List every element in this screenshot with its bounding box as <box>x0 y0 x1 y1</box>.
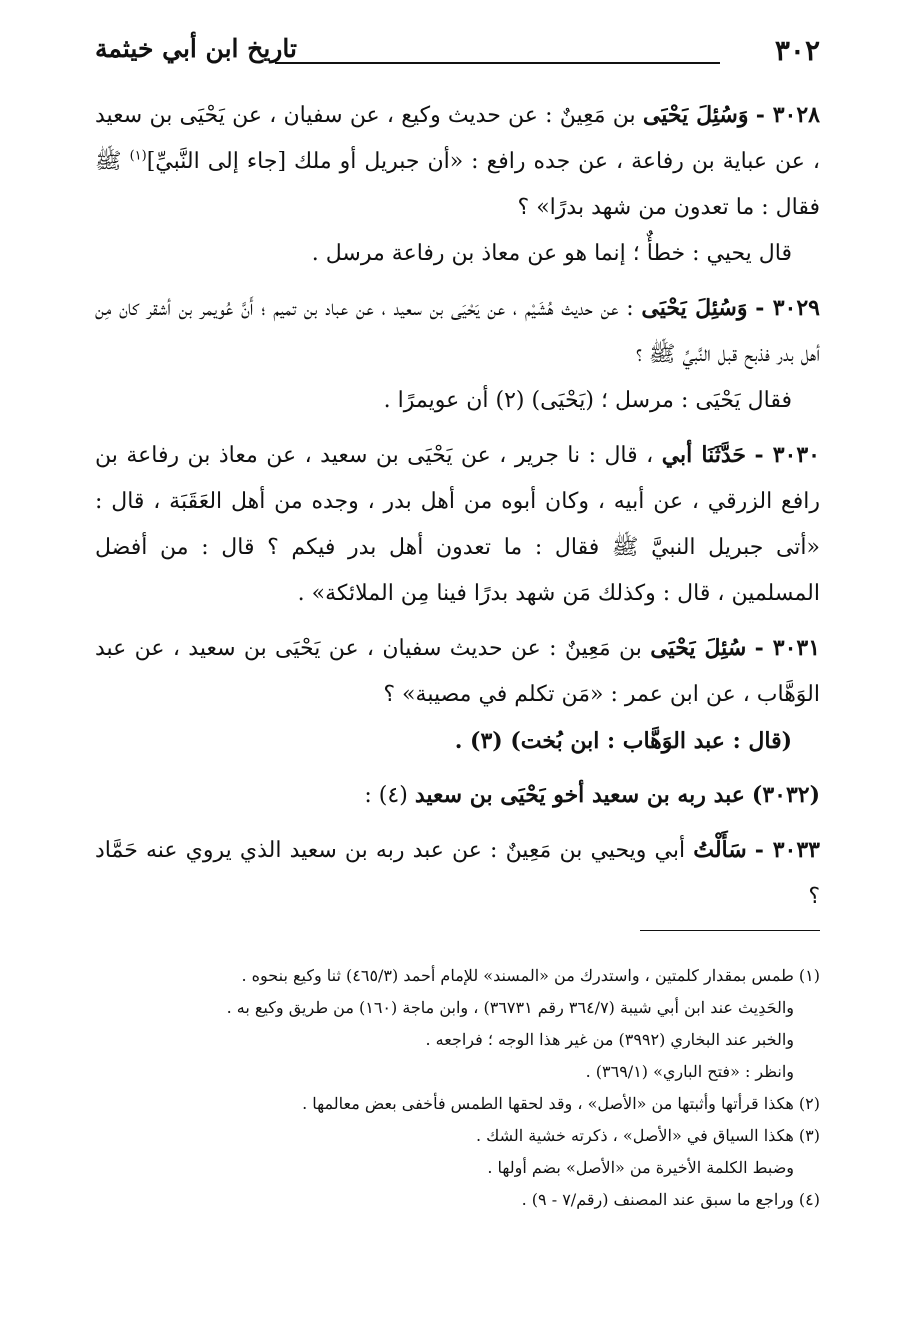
footnote-3-cont: وضبط الكلمة الأخيرة من «الأصل» بضم أولها . <box>487 1158 794 1177</box>
entry-text: أبي ويحيي بن مَعِينٌ : عن عبد ربه بن سعيد الذي يروي عنه حَمَّاد ؟ <box>95 838 820 909</box>
entry-comment: قال يحيي : خطأٌ ؛ إنما هو عن معاذ بن رفاعة مرسل . <box>311 241 792 266</box>
entry-3031 <box>95 625 820 764</box>
entry-3029 <box>95 285 820 424</box>
page-number: ٣٠٢ <box>774 34 820 67</box>
entry-lead: عبد ربه بن سعيد أخو يَحْيَى بن سعيد <box>414 782 745 808</box>
main-text <box>95 92 820 928</box>
entry-number: ٣٠٢٨ - <box>755 102 820 128</box>
entry-lead: سَأَلْتُ <box>693 837 747 863</box>
entry-text: : عن حديث هُشَيْم ، عن يَحْيَى بن سعيد ، عن عباد بن تميم ؛ أَنَّ عُويمر بن أشقر كان مِن أهل بدر فذبح قبل النَّبيِّ ﷺ ؟ <box>95 296 820 367</box>
footnote-1-cont: والخبر عند البخاري (٣٩٩٢) من غير هذا الوجه ؛ فراجعه . <box>425 1030 794 1049</box>
entry-3032 <box>95 772 820 819</box>
entry-text: (٤) : <box>364 783 408 808</box>
entry-comment: (قال : عبد الوَهَّاب : ابن بُخت) (٣) . <box>454 728 792 754</box>
header-rule <box>275 62 720 64</box>
entry-lead: سُئِلَ يَحْيَى <box>650 635 747 661</box>
entry-text: بن مَعِينٌ : عن حديث سفيان ، عن يَحْيَى بن سعيد ، عن عبد الوَهَّاب ، عن ابن عمر : «مَن تكلم في مصيبة» ؟ <box>95 636 820 707</box>
entry-lead: وَسُئِلَ يَحْيَى <box>642 102 749 128</box>
entry-comment: فقال يَحْيَى : مرسل ؛ (يَحْيَى) (٢) أن عويمرًا . <box>383 388 792 413</box>
footnote-1-cont: والحَدِيث عند ابن أبي شيبة (٣٦٤/٧ رقم ٣٦٧٣١) ، وابن ماجة (١٦٠) من طريق وكيع به . <box>226 998 794 1017</box>
entry-number: ٣٠٢٩ - <box>755 295 820 321</box>
page-header <box>95 34 820 78</box>
footnote-1-cont: وانظر : «فتح الباري» (٣٦٩/١) . <box>585 1062 794 1081</box>
entry-text: بن مَعِينٌ : عن حديث وكيع ، عن سفيان ، عن يَحْيَى بن سعيد ، عن عباية بن رفاعة ، عن جده رافع : «أن جبريل أو ملك [جاء إلى النَّبيِّ] <box>95 103 820 174</box>
entry-number: ٣٠٣١ - <box>754 635 821 661</box>
footnote-3: (٣) هكذا السياق في «الأصل» ، ذكرته خشية الشك . <box>475 1126 820 1145</box>
footnote-rule <box>640 930 820 931</box>
footnote-ref: (١) <box>129 148 147 164</box>
footnote-1: (١) طمس بمقدار كلمتين ، واستدرك من «المسند» للإمام أحمد (٤٦٥/٣) ثنا وكيع بنحوه . <box>241 966 820 985</box>
footnote-4: (٤) وراجع ما سبق عند المصنف (رقم/٧ - ٩) . <box>521 1190 820 1209</box>
entry-3028 <box>95 92 820 277</box>
footnote-2: (٢) هكذا قرأتها وأثبتها من «الأصل» ، وقد لحقها الطمس فأخفى بعض معالمها . <box>302 1094 820 1113</box>
entry-number: ٣٠٣٠ - <box>754 442 820 468</box>
footnotes <box>95 960 820 1216</box>
entry-number: (٣٠٣٢) <box>751 782 820 808</box>
entry-3030 <box>95 432 820 617</box>
header-title: تاريخ ابن أبي خيثمة <box>95 34 297 63</box>
entry-3033 <box>95 827 820 920</box>
entry-lead: وَسُئِلَ يَحْيَى <box>641 295 748 321</box>
entry-text: ، قال : نا جرير ، عن يَحْيَى بن سعيد ، عن معاذ بن رفاعة بن رافع الزرقي ، عن أبيه ، وكان أبوه من أهل بدر ، وجده من أهل العَقَبَة ، قال : «أتى جبريل النبيَّ ﷺ فقال : ما تعدون أهل بدر فيكم ؟ قال : من أفضل المسلمين ، قال : وكذلك مَن شهد بدرًا فينا مِن الملائكة» . <box>95 443 821 606</box>
entry-tail: ﷺ فقال : ما تعدون من شهد بدرًا» ؟ <box>95 149 820 220</box>
entry-lead: حَدَّثَنَا أبي <box>661 442 746 468</box>
entry-number: ٣٠٣٣ - <box>754 837 820 863</box>
